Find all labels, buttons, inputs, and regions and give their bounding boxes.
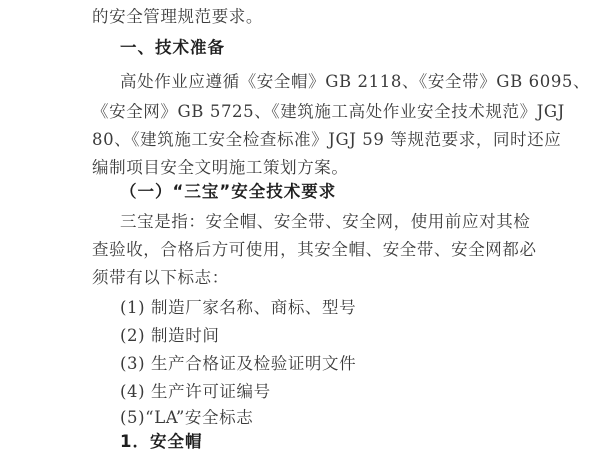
paragraph-continuation: 的安全管理规范要求。 xyxy=(92,7,263,26)
list-item: (1) 制造厂家名称、商标、型号 xyxy=(120,298,357,317)
body-text-line: 须带有以下标志： xyxy=(92,268,229,287)
body-text-line: 编制项目安全文明施工策划方案。 xyxy=(92,158,349,177)
list-item: (3) 生产合格证及检验证明文件 xyxy=(120,354,357,373)
list-item: (5)“LA”安全标志 xyxy=(120,408,254,427)
body-text-line: 《安全网》GB 5725、《建筑施工高处作业安全技术规范》JGJ xyxy=(92,102,565,121)
subsection-heading-three-treasures: （一）“三宝”安全技术要求 xyxy=(120,182,337,201)
list-item: (2) 制造时间 xyxy=(120,326,220,345)
list-item: (4) 生产许可证编号 xyxy=(120,382,271,401)
body-text-line: 三宝是指：安全帽、安全带、安全网，使用前应对其检 xyxy=(120,212,531,231)
section-heading-technical-preparation: 一、技术准备 xyxy=(120,38,225,57)
subsection-heading-safety-helmet: 1．安全帽 xyxy=(120,432,203,451)
body-text-line: 80、《建筑施工安全检查标准》JGJ 59 等规范要求，同时还应 xyxy=(92,130,562,149)
body-text-line: 查验收，合格后方可使用，其安全帽、安全带、安全网都必 xyxy=(92,240,537,259)
body-text-line: 高处作业应遵循《安全帽》GB 2118、《安全带》GB 6095、 xyxy=(120,72,591,91)
